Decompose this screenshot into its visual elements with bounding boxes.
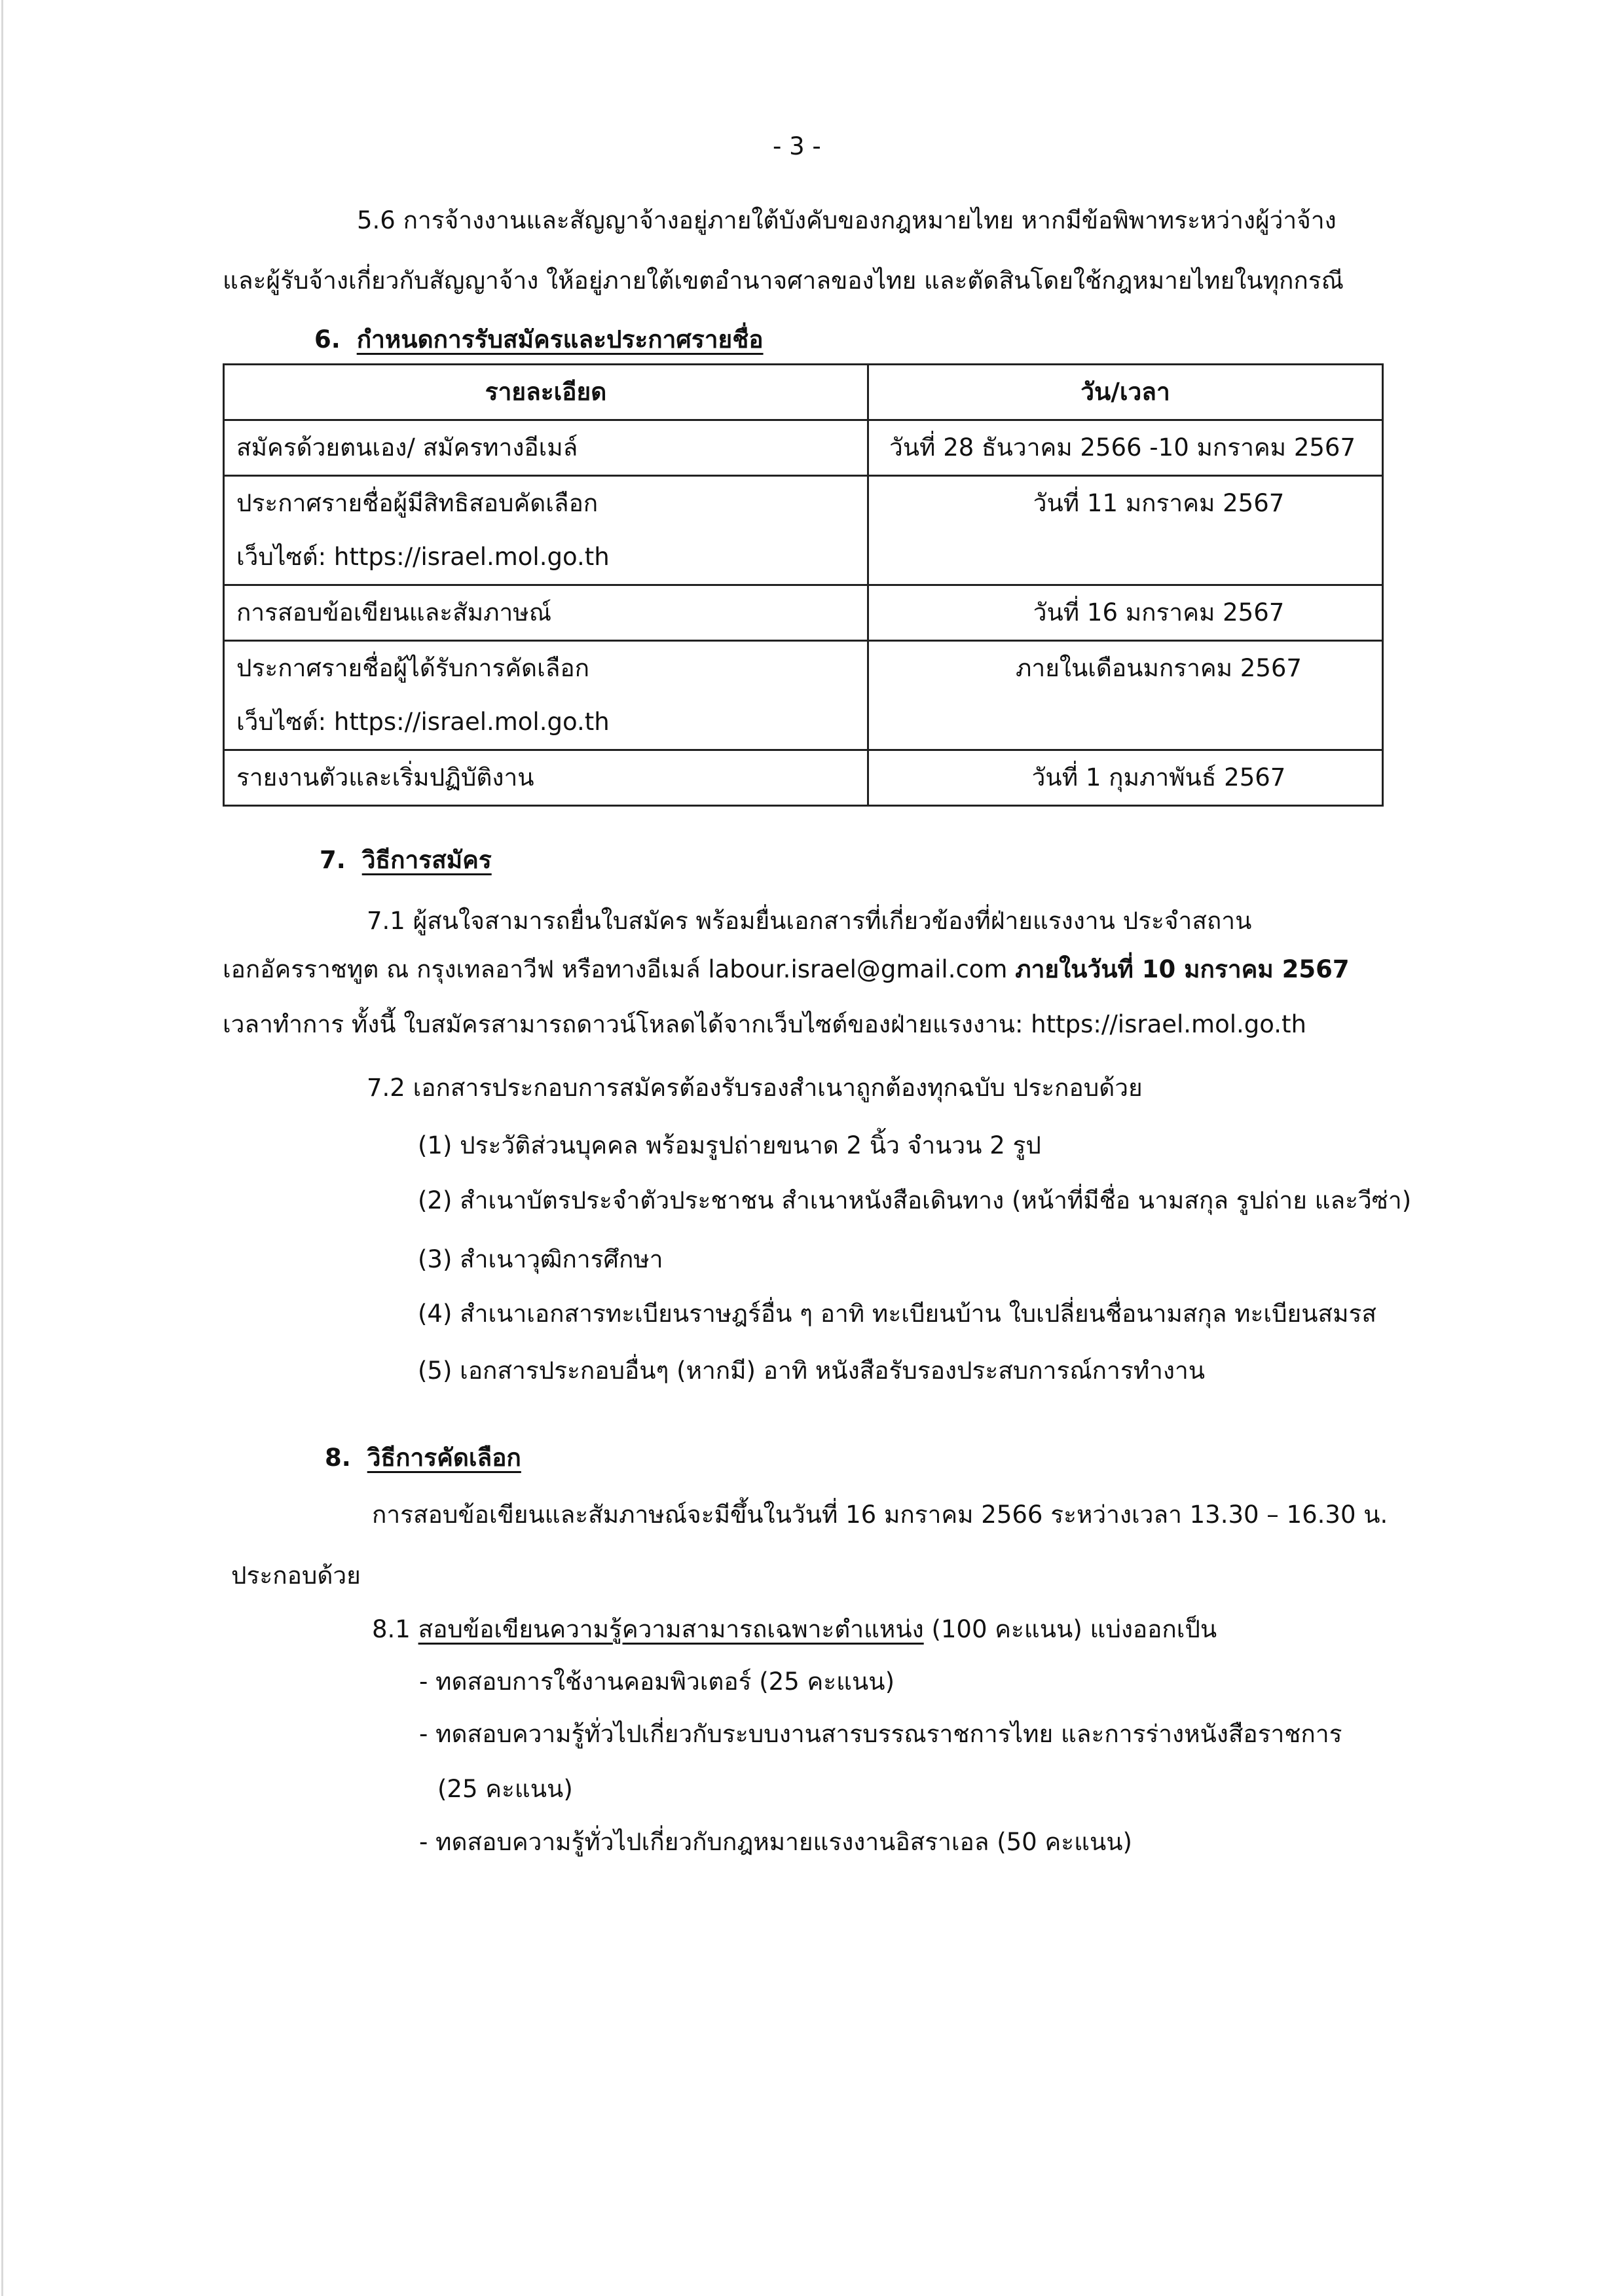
- cell-line: ประกาศรายชื่อผู้มีสิทธิสอบคัดเลือก: [236, 489, 599, 517]
- table-row: [224, 641, 1383, 750]
- cell-line: การสอบข้อเขียนและสัมภาษณ์: [236, 598, 552, 627]
- table-cell-detail: [224, 585, 868, 641]
- p56-line1: 5.6 การจ้างงานและสัญญาจ้างอยู่ภายใต้บังคับของกฎหมายไทย หากมีข้อพิพาทระหว่างผู้ว่าจ้าง: [357, 206, 1337, 234]
- section7-number: 7.: [320, 846, 346, 874]
- p81-item-2-cont: (25 คะแนน): [437, 1775, 573, 1803]
- table-cell-date: วันที่ 28 ธันวาคม 2566 -10 มกราคม 2567: [868, 420, 1383, 476]
- p72-item-5: (5) เอกสารประกอบอื่นๆ (หากมี) อาทิ หนังสือรับรองประสบการณ์การทำงาน: [418, 1357, 1206, 1385]
- table-row: [224, 750, 1383, 806]
- section8-number: 8.: [325, 1444, 351, 1472]
- table-cell-date: วันที่ 1 กุมภาพันธ์ 2567: [868, 750, 1383, 806]
- cell-line: สมัครด้วยตนเอง/ สมัครทางอีเมล์: [236, 433, 578, 462]
- p71-line2: [223, 957, 1350, 981]
- p71-line2-text: เอกอัครราชทูต ณ กรุงเทลอาวีฟ หรือทางอีเมล์ labour.israel@gmail.com: [223, 955, 1016, 983]
- page-number: - 3 -: [773, 132, 821, 160]
- p56-line2: และผู้รับจ้างเกี่ยวกับสัญญาจ้าง ให้อยู่ภายใต้เขตอำนาจศาลของไทย และตัดสินโดยใช้กฎหมายไทยในทุกกรณี: [223, 266, 1344, 295]
- section7-title: วิธีการสมัคร: [361, 846, 492, 874]
- p81-heading: [372, 1617, 1217, 1641]
- table-cell-date: ภายในเดือนมกราคม 2567: [868, 641, 1383, 750]
- table-cell-detail: [224, 476, 868, 585]
- scan-edge: [1, 0, 3, 2296]
- table-cell-detail: [224, 420, 868, 476]
- table-row: [224, 476, 1383, 585]
- section8-intro-line1: การสอบข้อเขียนและสัมภาษณ์จะมีขึ้นในวันที่ 16 มกราคม 2566 ระหว่างเวลา 13.30 – 16.30 น.: [372, 1501, 1388, 1529]
- cell-line: ประกาศรายชื่อผู้ได้รับการคัดเลือก: [236, 654, 590, 682]
- section6-number: 6.: [314, 325, 341, 354]
- table-header-detail: รายละเอียด: [224, 365, 868, 420]
- section6-heading: [314, 327, 764, 352]
- p81-item-1: - ทดสอบการใช้งานคอมพิวเตอร์ (25 คะแนน): [419, 1667, 895, 1696]
- table-cell-detail: [224, 750, 868, 806]
- p81-title: สอบข้อเขียนความรู้ความสามารถเฉพาะตำแหน่ง: [418, 1615, 924, 1643]
- table-header-date: วัน/เวลา: [868, 365, 1383, 420]
- p71-line1: 7.1 ผู้สนใจสามารถยื่นใบสมัคร พร้อมยื่นเอกสารที่เกี่ยวข้องที่ฝ่ายแรงงาน ประจำสถาน: [367, 907, 1252, 935]
- cell-line: เว็บไซต์: https://israel.mol.go.th: [236, 708, 610, 736]
- p72-intro: 7.2 เอกสารประกอบการสมัครต้องรับรองสำเนาถูกต้องทุกฉบับ ประกอบด้วย: [367, 1074, 1143, 1102]
- schedule-table: [223, 363, 1384, 807]
- section8-heading: [325, 1446, 521, 1470]
- section6-title: กำหนดการรับสมัครและประกาศรายชื่อ: [356, 325, 764, 354]
- p72-item-2: (2) สำเนาบัตรประจำตัวประชาชน สำเนาหนังสือเดินทาง (หน้าที่มีชื่อ นามสกุล รูปถ่าย และวีซ่า): [418, 1186, 1412, 1214]
- p81-number: 8.1: [372, 1615, 418, 1643]
- table-header-row: [224, 365, 1383, 420]
- table-cell-date: วันที่ 16 มกราคม 2567: [868, 585, 1383, 641]
- table-row: [224, 420, 1383, 476]
- p81-item-2: - ทดสอบความรู้ทั่วไปเกี่ยวกับระบบงานสารบรรณราชการไทย และการร่างหนังสือราชการ: [419, 1720, 1342, 1748]
- p72-item-1: (1) ประวัติส่วนบุคคล พร้อมรูปถ่ายขนาด 2 นิ้ว จำนวน 2 รูป: [418, 1131, 1041, 1159]
- cell-line: เว็บไซต์: https://israel.mol.go.th: [236, 543, 610, 571]
- section8-title: วิธีการคัดเลือก: [367, 1444, 521, 1472]
- p72-item-3: (3) สำเนาวุฒิการศึกษา: [418, 1245, 663, 1273]
- table-cell-detail: [224, 641, 868, 750]
- p81-rest: (100 คะแนน) แบ่งออกเป็น: [923, 1615, 1217, 1643]
- table-cell-date: วันที่ 11 มกราคม 2567: [868, 476, 1383, 585]
- p72-item-4: (4) สำเนาเอกสารทะเบียนราษฎร์อื่น ๆ อาทิ ทะเบียนบ้าน ใบเปลี่ยนชื่อนามสกุล ทะเบียนสมรส: [418, 1300, 1376, 1328]
- p71-line3: เวลาทำการ ทั้งนี้ ใบสมัครสามารถดาวน์โหลดได้จากเว็บไซต์ของฝ่ายแรงงาน: https://israel.mol.go.th: [223, 1010, 1306, 1038]
- cell-line: รายงานตัวและเริ่มปฏิบัติงาน: [236, 763, 534, 792]
- p81-item-3: - ทดสอบความรู้ทั่วไปเกี่ยวกับกฎหมายแรงงานอิสราเอล (50 คะแนน): [419, 1828, 1132, 1856]
- p71-deadline: ภายในวันที่ 10 มกราคม 2567: [1015, 955, 1350, 983]
- section7-heading: [320, 848, 492, 872]
- table-row: [224, 585, 1383, 641]
- section8-intro-line2: ประกอบด้วย: [231, 1561, 361, 1590]
